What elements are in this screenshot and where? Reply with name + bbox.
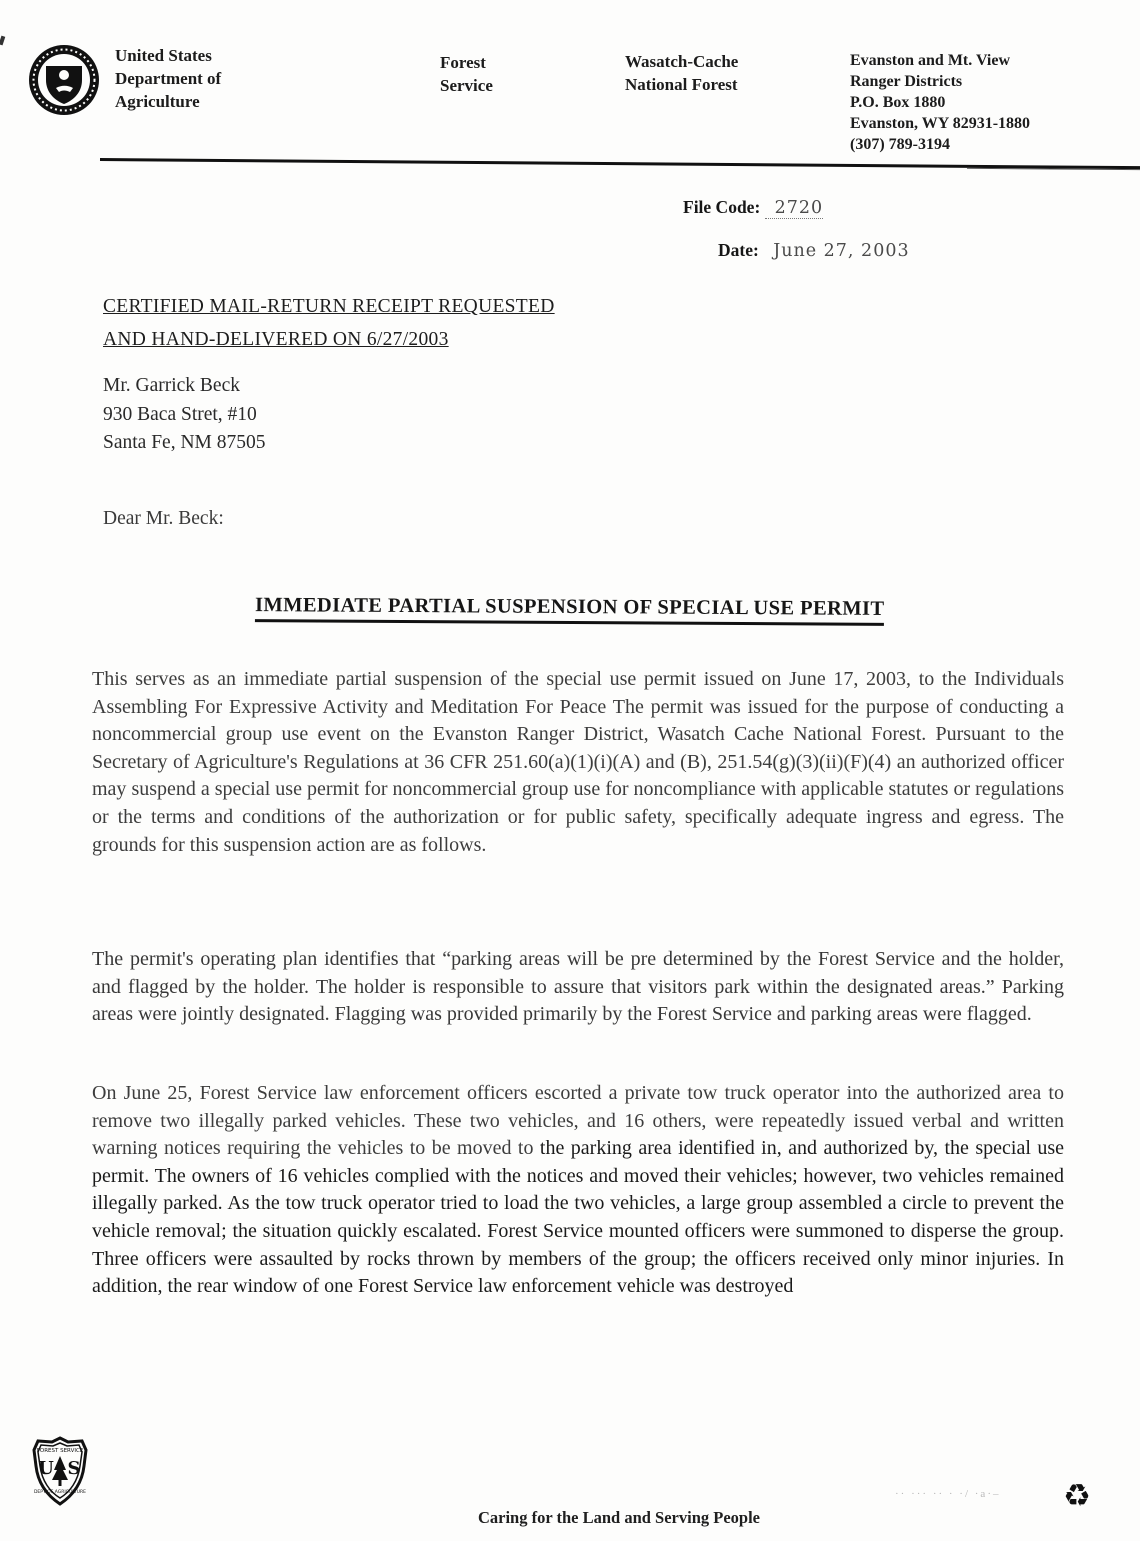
file-code-row xyxy=(683,197,823,218)
recipient-name: Mr. Garrick Beck xyxy=(103,375,240,396)
header-org-line: Service xyxy=(440,76,493,95)
paragraph-suspension-basis: This serves as an immediate partial suspension of the special use permit issued on June 17, 2003, to the Individuals Assembling For Expressive Activity and Meditation For Peace The permit was issued for the purpose of conducting a noncommercial group use event on the Evanston Ranger District, Wasatch Cache National Forest. Pursuant to the Secretary of Agriculture's Regulations at 36 CFR 251.60(a)(1)(i)(A) and (B), 251.54(g)(3)(ii)(F)(4) an authorized officer may suspend a special use permit for noncommercial group use for noncompliance with applicable statutes or regulations or the terms and conditions of the authorization or for public safety, specifically adequate ingress and egress. The grounds for this suspension action are as follows. xyxy=(92,668,1064,856)
header-forest-line: National Forest xyxy=(625,75,738,94)
header-district-line: P.O. Box 1880 xyxy=(850,94,946,111)
date-row xyxy=(718,240,910,261)
header-agency-line: Department of xyxy=(115,69,222,88)
header-district-line: (307) 789-3194 xyxy=(850,136,950,153)
paragraph-incident xyxy=(92,1080,1064,1301)
header-district-line: Ranger Districts xyxy=(850,73,963,90)
file-code-label: File Code: xyxy=(683,197,761,217)
header-agency xyxy=(115,44,221,113)
paragraph-operating-plan: The permit's operating plan identifies that “parking areas will be pre determined by the Forest Service and the holder, and flagged by the holder. The holder is responsible to assure that visitors park within the designated areas.” Parking areas were jointly designated. Flagging was provided primarily by the Forest Service and parking areas were flagged. xyxy=(92,948,1064,1026)
header-forest xyxy=(625,50,738,96)
delivery-notice-line2: AND HAND-DELIVERED ON 6/27/2003 xyxy=(103,329,449,350)
footer-faint-text: ·· ··· ·· · ·/ ·a·– xyxy=(895,1488,1001,1500)
svg-text:U: U xyxy=(38,1458,54,1479)
subject-heading xyxy=(0,596,1140,624)
scan-artifact xyxy=(0,36,5,46)
svg-text:FOREST SERVICE: FOREST SERVICE xyxy=(36,1448,84,1454)
svg-text:S: S xyxy=(67,1458,81,1479)
svg-text:DEPT OF AGRICULTURE: DEPT OF AGRICULTURE xyxy=(33,1490,87,1495)
header-forest-line: Wasatch-Cache xyxy=(625,52,739,71)
header-agency-line: United States xyxy=(115,46,212,65)
paragraph-incident-part1: On June 25, Forest Service law enforcement officers escorted a private tow truck operator into the authorized area to remove two illegally parked vehicles. These two vehicles, and 16 others, were repeatedly issued verbal and written warning notices requiring the vehicles to be moved to xyxy=(92,1082,1064,1160)
salutation: Dear Mr. Beck: xyxy=(103,508,224,529)
header-org xyxy=(440,51,493,97)
subject-heading-text: IMMEDIATE PARTIAL SUSPENSION OF SPECIAL USE PERMIT xyxy=(255,594,885,626)
header-agency-line: Agriculture xyxy=(115,92,200,111)
date-value: June 27, 2003 xyxy=(773,241,910,261)
file-code-value: 2720 xyxy=(765,198,824,219)
recipient-street: 930 Baca Stret, #10 xyxy=(103,403,257,425)
recipient-city-state-zip: Santa Fe, NM 87505 xyxy=(103,432,266,453)
header-district-line: Evanston and Mt. View xyxy=(850,52,1011,69)
recycle-icon: ♻ xyxy=(1063,1478,1091,1514)
paragraph-incident-part2: the parking area identified in, and authorized by, the special use permit. The owners of 16 vehicles complied with the notices and moved their vehicles; however, two vehicles remained illegally parked. As the tow truck operator tried to load the two vehicles, a large group assembled a circle to prevent the vehicle removal; the situation quickly escalated. Forest Service mounted officers were summoned to disperse the group. Three officers were assaulted by rocks thrown by members of the group; the officers received only minor injuries. In addition, the rear window of one Forest Service law enforcement vehicle was destroyed xyxy=(92,1137,1064,1298)
recipient-address-block xyxy=(103,372,266,458)
header-org-line: Forest xyxy=(440,53,486,72)
header-divider xyxy=(100,158,1140,169)
usda-seal-icon xyxy=(26,42,102,118)
date-label: Date: xyxy=(718,240,759,260)
header-district-address xyxy=(850,50,1030,155)
forest-service-shield-icon xyxy=(30,1436,90,1506)
header-district-line: Evanston, WY 82931-1880 xyxy=(850,115,1031,132)
footer-tagline: Caring for the Land and Serving People xyxy=(477,1508,760,1527)
delivery-notice xyxy=(103,290,555,356)
delivery-notice-line1: CERTIFIED MAIL-RETURN RECEIPT REQUESTED xyxy=(103,296,555,317)
